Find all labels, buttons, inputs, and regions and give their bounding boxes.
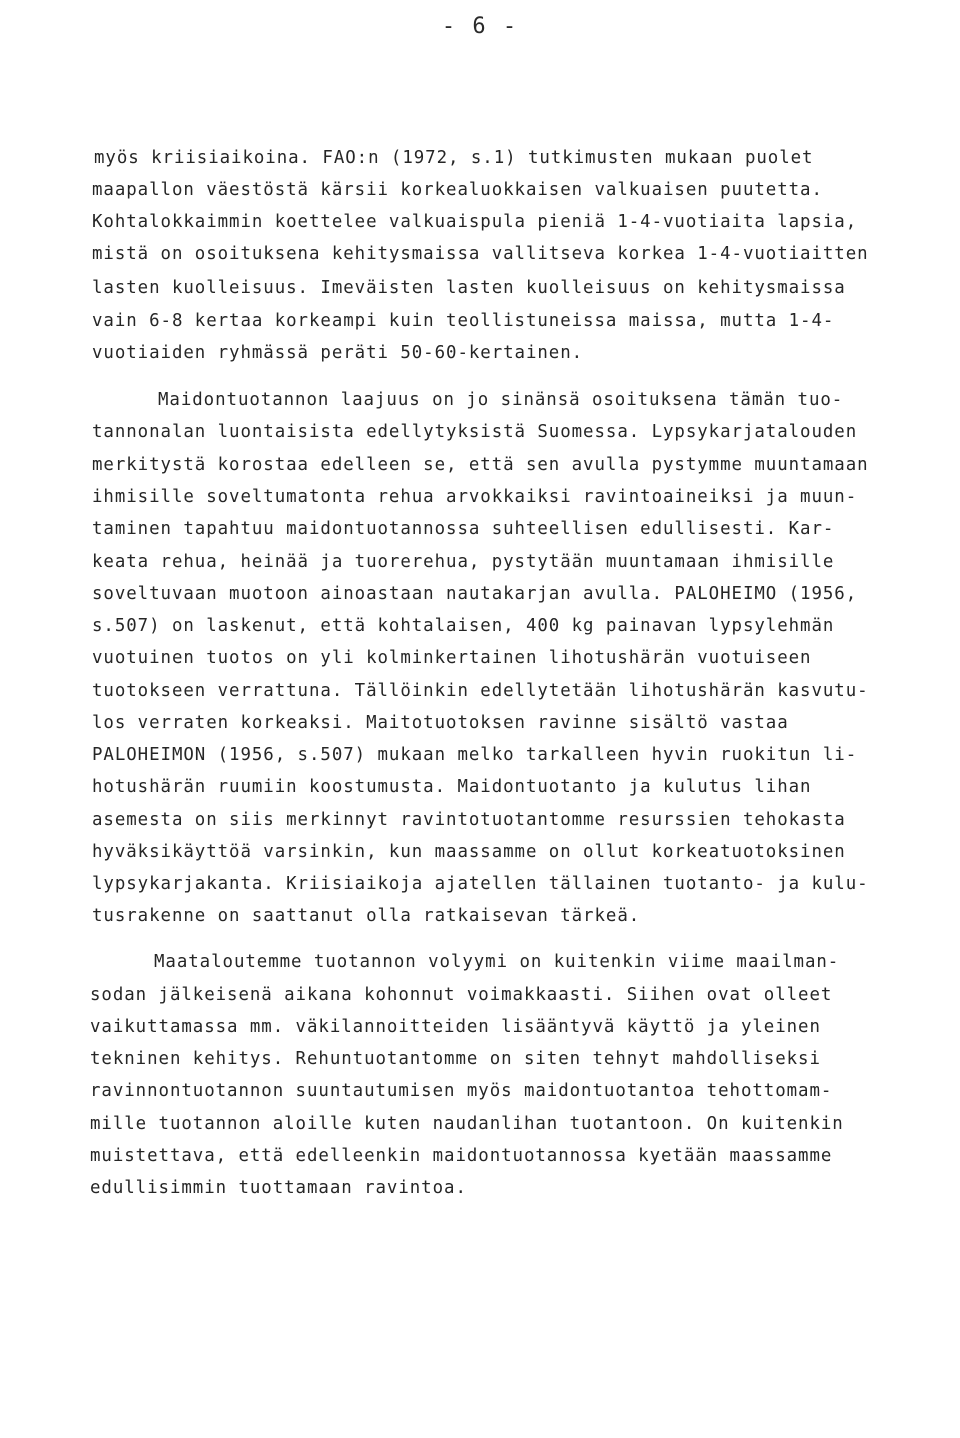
text-line: mille tuotannon aloille kuten naudanlihan tuotantoon. On kuitenkin bbox=[90, 1114, 844, 1134]
text-line: hotushärän ruumiin koostumusta. Maidontuotanto ja kulutus lihan bbox=[92, 777, 812, 797]
text-line: sodan jälkeisenä aikana kohonnut voimakkaasti. Siihen ovat olleet bbox=[90, 985, 833, 1005]
text-line: maapallon väestöstä kärsii korkealuokkaisen valkuaisen puutetta. bbox=[92, 180, 823, 200]
text-line: ihmisille soveltumatonta rehua arvokkaiksi ravintoaineiksi ja muun- bbox=[92, 487, 858, 507]
text-line: tuotokseen verrattuna. Tällöinkin edellytetään lihotushärän kasvutu- bbox=[92, 681, 869, 701]
page-number: - 6 - bbox=[441, 14, 519, 39]
text-line: vain 6-8 kertaa korkeampi kuin teollistuneissa maissa, mutta 1-4- bbox=[92, 311, 835, 331]
text-line: Maataloutemme tuotannon volyymi on kuitenkin viime maailman- bbox=[154, 952, 840, 972]
text-line: keata rehua, heinää ja tuorerehua, pystytään muuntamaan ihmisille bbox=[92, 552, 835, 572]
text-line: Kohtalokkaimmin koettelee valkuaispula pieniä 1-4-vuotiaita lapsia, bbox=[92, 212, 858, 232]
text-line: hyväksikäyttöä varsinkin, kun maassamme on ollut korkeatuotoksinen bbox=[92, 842, 846, 862]
text-line: vuotiaiden ryhmässä peräti 50-60-kertainen. bbox=[92, 343, 584, 363]
text-line: tannonalan luontaisista edellytyksistä Suomessa. Lypsykarjatalouden bbox=[92, 422, 858, 442]
text-line: Maidontuotannon laajuus on jo sinänsä osoituksena tämän tuo- bbox=[158, 390, 844, 410]
text-line: vaikuttamassa mm. väkilannoitteiden lisääntyvä käyttö ja yleinen bbox=[90, 1017, 821, 1037]
text-line: soveltuvaan muotoon ainoastaan nautakarjan avulla. PALOHEIMO (1956, bbox=[92, 584, 858, 604]
text-line: vuotuinen tuotos on yli kolminkertainen lihotushärän vuotuiseen bbox=[92, 648, 812, 668]
text-line: merkitystä korostaa edelleen se, että sen avulla pystymme muuntamaan bbox=[92, 455, 869, 475]
text-line: edullisimmin tuottamaan ravintoa. bbox=[90, 1178, 467, 1198]
text-line: muistettava, että edelleenkin maidontuotannossa kyetään maassamme bbox=[90, 1146, 833, 1166]
text-line: los verraten korkeaksi. Maitotuotoksen ravinne sisältö vastaa bbox=[92, 713, 789, 733]
text-line: s.507) on laskenut, että kohtalaisen, 400 kg painavan lypsylehmän bbox=[92, 616, 835, 636]
text-line: taminen tapahtuu maidontuotannossa suhteellisen edullisesti. Kar- bbox=[92, 519, 835, 539]
text-line: lypsykarjakanta. Kriisiaikoja ajatellen tällainen tuotanto- ja kulu- bbox=[92, 874, 869, 894]
text-line: myös kriisiaikoina. FAO:n (1972, s.1) tutkimusten mukaan puolet bbox=[94, 148, 814, 168]
text-line: asemesta on siis merkinnyt ravintotuotantomme resurssien tehokasta bbox=[92, 810, 846, 830]
text-line: lasten kuolleisuus. Imeväisten lasten kuolleisuus on kehitysmaissa bbox=[92, 278, 846, 298]
text-line: PALOHEIMON (1956, s.507) mukaan melko tarkalleen hyvin ruokitun li- bbox=[92, 745, 858, 765]
text-line: mistä on osoituksena kehitysmaissa vallitseva korkea 1-4-vuotiaitten bbox=[92, 244, 869, 264]
text-line: tusrakenne on saattanut olla ratkaisevan tärkeä. bbox=[92, 906, 641, 926]
text-line: ravinnontuotannon suuntautumisen myös maidontuotantoa tehottomam- bbox=[90, 1081, 833, 1101]
text-line: tekninen kehitys. Rehuntuotantomme on siten tehnyt mahdolliseksi bbox=[90, 1049, 821, 1069]
